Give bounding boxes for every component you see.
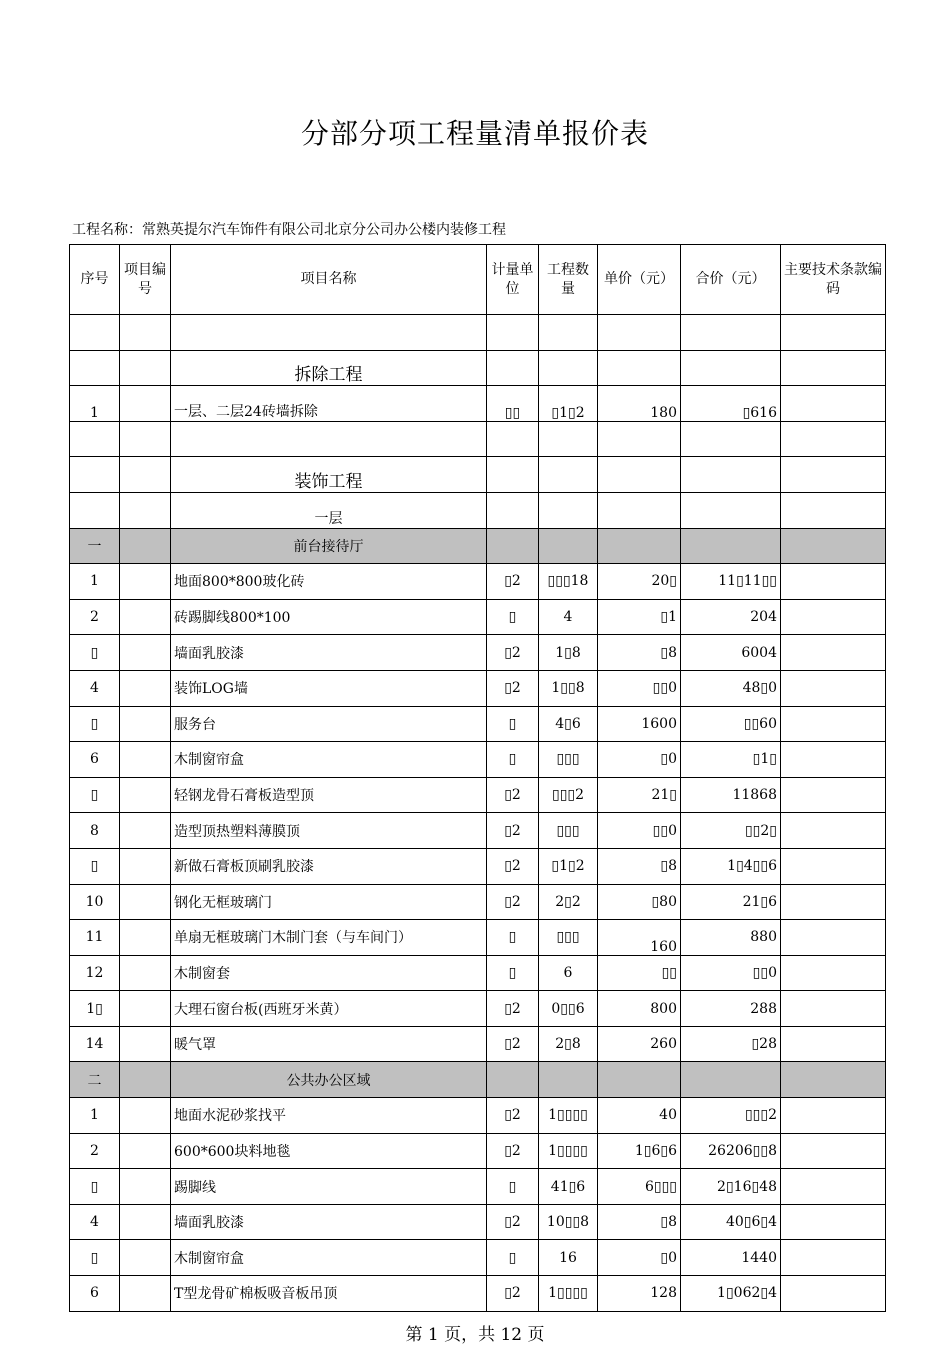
section-row — [70, 492, 886, 528]
empty-cell — [120, 457, 171, 493]
row-total: 26206▯▯8 — [681, 1133, 781, 1169]
row-no: 11 — [70, 920, 120, 956]
row-price: 180 — [598, 386, 681, 422]
row-code — [120, 1133, 171, 1169]
empty-cell — [120, 315, 171, 351]
row-qty: 4▯6 — [539, 706, 598, 742]
row-no: 8 — [70, 813, 120, 849]
empty-cell — [539, 350, 598, 386]
row-name: 砖踢脚线800*100 — [171, 599, 487, 635]
empty-cell — [539, 528, 598, 564]
row-qty: 1▯▯▯▯ — [539, 1133, 598, 1169]
row-spec — [781, 1204, 886, 1240]
empty-cell — [781, 421, 886, 457]
row-code — [120, 777, 171, 813]
row-price: 800 — [598, 991, 681, 1027]
row-qty: 0▯▯6 — [539, 991, 598, 1027]
table-row — [70, 635, 886, 671]
empty-cell — [487, 350, 539, 386]
row-unit: ▯2 — [487, 813, 539, 849]
empty-cell — [487, 421, 539, 457]
table-row — [70, 386, 886, 422]
row-unit: ▯2 — [487, 670, 539, 706]
row-unit: ▯ — [487, 920, 539, 956]
row-spec — [781, 1240, 886, 1276]
row-code — [120, 386, 171, 422]
row-qty: ▯▯▯18 — [539, 564, 598, 600]
table-row — [70, 564, 886, 600]
empty-cell — [487, 457, 539, 493]
row-no: 2 — [70, 599, 120, 635]
empty-cell — [781, 315, 886, 351]
row-code — [120, 884, 171, 920]
empty-cell — [171, 421, 487, 457]
row-total: 1440 — [681, 1240, 781, 1276]
row-code — [120, 670, 171, 706]
row-no: 10 — [70, 884, 120, 920]
row-price: ▯0 — [598, 1240, 681, 1276]
row-unit: ▯2 — [487, 1026, 539, 1062]
table-row — [70, 1240, 886, 1276]
table-row — [70, 1169, 886, 1205]
row-qty: ▯1▯2 — [539, 386, 598, 422]
row-spec — [781, 884, 886, 920]
row-price: 1▯6▯6 — [598, 1133, 681, 1169]
section-row — [70, 457, 886, 493]
row-qty: ▯1▯2 — [539, 848, 598, 884]
row-price: 6▯▯▯ — [598, 1169, 681, 1205]
row-unit: ▯ — [487, 706, 539, 742]
row-name: 钢化无框玻璃门 — [171, 884, 487, 920]
empty-cell — [681, 457, 781, 493]
row-name: 装饰LOG墙 — [171, 670, 487, 706]
row-no: 6 — [70, 742, 120, 778]
row-code — [120, 813, 171, 849]
row-unit: ▯2 — [487, 635, 539, 671]
group-row — [70, 1062, 886, 1098]
table-row — [70, 1276, 886, 1312]
empty-cell — [539, 315, 598, 351]
row-total: 2▯16▯48 — [681, 1169, 781, 1205]
empty-cell — [70, 315, 120, 351]
row-code — [120, 1204, 171, 1240]
row-total: 1▯062▯4 — [681, 1276, 781, 1312]
empty-cell — [598, 1062, 681, 1098]
row-code — [120, 635, 171, 671]
empty-cell — [781, 350, 886, 386]
row-spec — [781, 777, 886, 813]
row-name: 单扇无框玻璃门木制门套（与车间门） — [171, 920, 487, 956]
empty-cell — [487, 1062, 539, 1098]
row-spec — [781, 1133, 886, 1169]
row-unit: ▯ — [487, 1169, 539, 1205]
row-unit: ▯ — [487, 742, 539, 778]
row-total: ▯▯2▯ — [681, 813, 781, 849]
col-header-unit: 计量单位 — [487, 245, 539, 315]
row-qty: 41▯6 — [539, 1169, 598, 1205]
table-row — [70, 1098, 886, 1134]
row-spec — [781, 991, 886, 1027]
row-no: 1▯ — [70, 991, 120, 1027]
row-unit: ▯ — [487, 1240, 539, 1276]
col-header-total: 合价（元） — [681, 245, 781, 315]
page-footer: 第 1 页，共 12 页 — [405, 1325, 545, 1345]
row-name: 木制窗帘盒 — [171, 1240, 487, 1276]
row-code — [120, 564, 171, 600]
blank-row — [70, 421, 886, 457]
row-total: 204 — [681, 599, 781, 635]
row-spec — [781, 670, 886, 706]
row-unit: ▯▯ — [487, 386, 539, 422]
row-code — [120, 848, 171, 884]
empty-cell — [120, 492, 171, 528]
empty-cell — [70, 492, 120, 528]
row-no: ▯ — [70, 635, 120, 671]
empty-cell — [487, 528, 539, 564]
table-row — [70, 1204, 886, 1240]
empty-cell — [681, 350, 781, 386]
row-qty: 1▯▯▯▯ — [539, 1098, 598, 1134]
col-header-qty: 工程数量 — [539, 245, 598, 315]
row-price: 1600 — [598, 706, 681, 742]
empty-cell — [120, 421, 171, 457]
row-name: 木制窗帘盒 — [171, 742, 487, 778]
row-unit: ▯2 — [487, 1204, 539, 1240]
row-qty: 16 — [539, 1240, 598, 1276]
row-code — [120, 742, 171, 778]
row-code — [120, 706, 171, 742]
empty-cell — [120, 350, 171, 386]
empty-cell — [598, 457, 681, 493]
row-name: 大理石窗台板(西班牙米黄） — [171, 991, 487, 1027]
row-spec — [781, 564, 886, 600]
row-unit: ▯2 — [487, 848, 539, 884]
row-no: 4 — [70, 670, 120, 706]
row-total: 6004 — [681, 635, 781, 671]
project-name: 工程名称：常熟英提尔汽车饰件有限公司北京分公司办公楼内装修工程 — [72, 222, 506, 238]
section-title: 一层 — [171, 492, 487, 528]
empty-cell — [598, 350, 681, 386]
row-price: ▯▯0 — [598, 670, 681, 706]
table-row — [70, 848, 886, 884]
row-price: ▯8 — [598, 1204, 681, 1240]
empty-cell — [539, 492, 598, 528]
table-row — [70, 991, 886, 1027]
row-total: ▯616 — [681, 386, 781, 422]
row-price: ▯▯0 — [598, 813, 681, 849]
blank-row — [70, 315, 886, 351]
row-total: 1▯4▯▯6 — [681, 848, 781, 884]
row-code — [120, 1276, 171, 1312]
col-header-price: 单价（元） — [598, 245, 681, 315]
row-total: ▯28 — [681, 1026, 781, 1062]
empty-cell — [781, 1062, 886, 1098]
row-total: 11868 — [681, 777, 781, 813]
row-no: ▯ — [70, 1240, 120, 1276]
row-no: ▯ — [70, 1169, 120, 1205]
row-name: 木制窗套 — [171, 955, 487, 991]
empty-cell — [781, 457, 886, 493]
row-unit: ▯2 — [487, 1276, 539, 1312]
row-spec — [781, 386, 886, 422]
row-price: ▯0 — [598, 742, 681, 778]
row-spec — [781, 813, 886, 849]
row-spec — [781, 635, 886, 671]
row-total: 48▯0 — [681, 670, 781, 706]
row-name: 踢脚线 — [171, 1169, 487, 1205]
row-spec — [781, 1169, 886, 1205]
table-row — [70, 670, 886, 706]
table-row — [70, 955, 886, 991]
empty-cell — [598, 492, 681, 528]
empty-cell — [120, 1062, 171, 1098]
table-row — [70, 777, 886, 813]
empty-cell — [598, 528, 681, 564]
row-no: 1 — [70, 1098, 120, 1134]
row-unit: ▯2 — [487, 1133, 539, 1169]
row-unit: ▯ — [487, 955, 539, 991]
row-no: 1 — [70, 564, 120, 600]
row-name: 600*600块料地毯 — [171, 1133, 487, 1169]
group-title: 前台接待厅 — [171, 528, 487, 564]
row-qty: 1▯8 — [539, 635, 598, 671]
table-row — [70, 706, 886, 742]
row-code — [120, 1026, 171, 1062]
group-no: 一 — [70, 528, 120, 564]
col-header-spec: 主要技术条款编码 — [781, 245, 886, 315]
row-name: 造型顶热塑料薄膜顶 — [171, 813, 487, 849]
group-title: 公共办公区域 — [171, 1062, 487, 1098]
row-code — [120, 991, 171, 1027]
row-no: 2 — [70, 1133, 120, 1169]
row-code — [120, 1169, 171, 1205]
row-qty: 1▯▯▯▯ — [539, 1276, 598, 1312]
empty-cell — [70, 457, 120, 493]
row-spec — [781, 848, 886, 884]
row-price: 40 — [598, 1098, 681, 1134]
row-no: ▯ — [70, 706, 120, 742]
row-total: 880 — [681, 920, 781, 956]
row-total: ▯▯▯2 — [681, 1098, 781, 1134]
table-row — [70, 599, 886, 635]
empty-cell — [70, 350, 120, 386]
row-code — [120, 955, 171, 991]
row-no: ▯ — [70, 848, 120, 884]
empty-cell — [681, 528, 781, 564]
row-spec — [781, 599, 886, 635]
row-name: T型龙骨矿棉板吸音板吊顶 — [171, 1276, 487, 1312]
row-qty: 6 — [539, 955, 598, 991]
empty-cell — [487, 315, 539, 351]
row-spec — [781, 1098, 886, 1134]
row-code — [120, 920, 171, 956]
row-name: 地面水泥砂浆找平 — [171, 1098, 487, 1134]
row-spec — [781, 1276, 886, 1312]
row-spec — [781, 706, 886, 742]
row-qty: 4 — [539, 599, 598, 635]
row-spec — [781, 955, 886, 991]
row-no: 6 — [70, 1276, 120, 1312]
empty-cell — [487, 492, 539, 528]
row-price: 128 — [598, 1276, 681, 1312]
group-row — [70, 528, 886, 564]
row-total: ▯1▯ — [681, 742, 781, 778]
table-row — [70, 813, 886, 849]
row-name: 墙面乳胶漆 — [171, 635, 487, 671]
row-unit: ▯2 — [487, 991, 539, 1027]
row-total: 40▯6▯4 — [681, 1204, 781, 1240]
row-unit: ▯ — [487, 599, 539, 635]
col-header-name: 项目名称 — [171, 245, 487, 315]
row-name: 墙面乳胶漆 — [171, 1204, 487, 1240]
row-unit: ▯2 — [487, 884, 539, 920]
row-spec — [781, 1026, 886, 1062]
quote-table — [69, 244, 886, 1312]
empty-cell — [598, 421, 681, 457]
row-qty: 1▯▯8 — [539, 670, 598, 706]
row-price: ▯8 — [598, 848, 681, 884]
row-price: ▯▯ — [598, 955, 681, 991]
empty-cell — [781, 528, 886, 564]
row-price: ▯80 — [598, 884, 681, 920]
row-name: 暖气罩 — [171, 1026, 487, 1062]
row-price: 20▯ — [598, 564, 681, 600]
row-unit: ▯2 — [487, 1098, 539, 1134]
row-price: 21▯ — [598, 777, 681, 813]
row-qty: 10▯▯8 — [539, 1204, 598, 1240]
row-qty: ▯▯▯ — [539, 920, 598, 956]
empty-cell — [120, 528, 171, 564]
row-qty: ▯▯▯2 — [539, 777, 598, 813]
row-unit: ▯2 — [487, 777, 539, 813]
row-price: ▯1 — [598, 599, 681, 635]
row-qty: 2▯8 — [539, 1026, 598, 1062]
empty-cell — [598, 315, 681, 351]
row-price: 160 — [598, 920, 681, 956]
row-no: ▯ — [70, 777, 120, 813]
col-header-no: 序号 — [70, 245, 120, 315]
row-total: ▯▯60 — [681, 706, 781, 742]
row-code — [120, 599, 171, 635]
empty-cell — [681, 315, 781, 351]
row-spec — [781, 920, 886, 956]
row-name: 轻钢龙骨石膏板造型顶 — [171, 777, 487, 813]
row-no: 1 — [70, 386, 120, 422]
section-row — [70, 350, 886, 386]
table-row — [70, 920, 886, 956]
table-row — [70, 742, 886, 778]
row-no: 14 — [70, 1026, 120, 1062]
row-code — [120, 1240, 171, 1276]
table-row — [70, 1026, 886, 1062]
row-unit: ▯2 — [487, 564, 539, 600]
row-spec — [781, 742, 886, 778]
empty-cell — [171, 315, 487, 351]
row-qty: ▯▯▯ — [539, 742, 598, 778]
row-total: 288 — [681, 991, 781, 1027]
empty-cell — [681, 421, 781, 457]
row-total: 21▯6 — [681, 884, 781, 920]
empty-cell — [681, 492, 781, 528]
row-no: 4 — [70, 1204, 120, 1240]
row-price: 260 — [598, 1026, 681, 1062]
row-code — [120, 1098, 171, 1134]
row-total: 11▯11▯▯ — [681, 564, 781, 600]
row-price: ▯8 — [598, 635, 681, 671]
row-no: 12 — [70, 955, 120, 991]
col-header-code: 项目编号 — [120, 245, 171, 315]
section-title: 装饰工程 — [171, 457, 487, 493]
row-name: 一层、二层24砖墙拆除 — [171, 386, 487, 422]
table-row — [70, 1133, 886, 1169]
row-qty: 2▯2 — [539, 884, 598, 920]
table-header-row — [70, 245, 886, 315]
page-title: 分部分项工程量清单报价表 — [300, 117, 649, 150]
empty-cell — [539, 1062, 598, 1098]
row-qty: ▯▯▯ — [539, 813, 598, 849]
empty-cell — [70, 421, 120, 457]
empty-cell — [681, 1062, 781, 1098]
row-total: ▯▯0 — [681, 955, 781, 991]
section-title: 拆除工程 — [171, 350, 487, 386]
empty-cell — [539, 421, 598, 457]
empty-cell — [539, 457, 598, 493]
table-row — [70, 884, 886, 920]
row-name: 服务台 — [171, 706, 487, 742]
row-name: 新做石膏板顶刷乳胶漆 — [171, 848, 487, 884]
empty-cell — [781, 492, 886, 528]
row-name: 地面800*800玻化砖 — [171, 564, 487, 600]
group-no: 二 — [70, 1062, 120, 1098]
